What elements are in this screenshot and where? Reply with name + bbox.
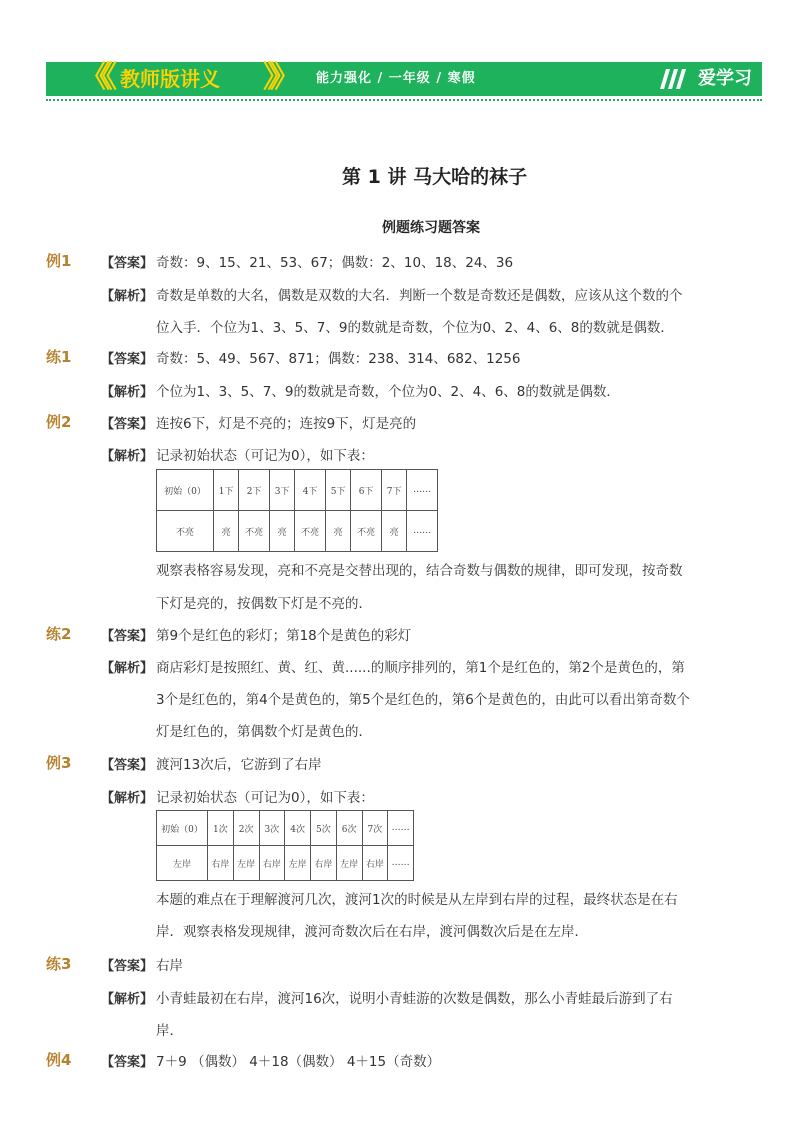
table-cell: 7下	[381, 470, 406, 511]
light-state-table	[156, 469, 438, 552]
table-cell: 6下	[351, 470, 382, 511]
table-cell: 亮	[269, 511, 294, 552]
table-cell: 5次	[311, 811, 337, 846]
table-cell: 亮	[325, 511, 350, 552]
edition-label: 教师版讲义	[120, 67, 220, 91]
divider	[46, 99, 762, 101]
chevron-left-icon: 《《	[80, 60, 109, 95]
course-label: 能力强化 / 一年级 / 寒假	[316, 71, 476, 86]
analysis-line: 位入手．个位为1、3、5、7、9的数就是奇数，个位为0、2、4、6、8的数就是偶数．	[156, 320, 674, 336]
analysis-line: 岸．	[156, 1023, 183, 1039]
table-cell: 左岸	[336, 846, 362, 881]
analysis-line: 3个是红色的，第4个是黄色的，第5个是红色的，第6个是黄色的，由此可以看出第奇数个	[156, 692, 690, 708]
answer-text: 奇数：9、15、21、53、67；偶数：2、10、18、24、36	[156, 255, 514, 271]
table-cell: 左岸	[285, 846, 311, 881]
page-title: 第 1 讲 马大哈的袜子	[342, 166, 528, 188]
analysis-line: 商店彩灯是按照红、黄、红、黄......的顺序排列的，第1个是红色的，第2个是黄色的，第	[156, 660, 685, 676]
analysis-line: 记录初始状态（可记为0），如下表：	[156, 448, 374, 464]
table-cell: 3次	[259, 811, 285, 846]
table-cell: 左岸	[157, 846, 208, 881]
item-label: 练3	[46, 955, 72, 973]
analysis-tag: 【解析】	[101, 992, 154, 1007]
table-cell: ……	[388, 811, 414, 846]
brand-name: 爱学习	[698, 68, 752, 89]
table-cell: 亮	[214, 511, 239, 552]
brand-logo-icon	[658, 67, 692, 91]
item-label: 例1	[46, 252, 72, 270]
answer-text: 7＋9 （偶数） 4＋18（偶数） 4＋15（奇数）	[156, 1054, 441, 1070]
analysis-line: 灯是红色的，第偶数个灯是黄色的．	[156, 724, 372, 740]
table-cell: 右岸	[311, 846, 337, 881]
analysis-line: 观察表格容易发现，亮和不亮是交替出现的，结合奇数与偶数的规律，即可发现，按奇数	[156, 563, 683, 579]
table-cell: 2次	[233, 811, 259, 846]
analysis-tag: 【解析】	[101, 385, 154, 400]
brand	[658, 62, 752, 96]
answer-text: 右岸	[156, 958, 183, 974]
table-cell: 1下	[214, 470, 239, 511]
table-cell: 7次	[362, 811, 388, 846]
answer-text: 渡河13次后，它游到了右岸	[156, 757, 322, 773]
item-label: 练2	[46, 625, 72, 643]
table-cell: 2下	[239, 470, 270, 511]
analysis-line: 记录初始状态（可记为0），如下表：	[156, 790, 374, 806]
table-cell: 4下	[295, 470, 326, 511]
table-cell: 右岸	[208, 846, 234, 881]
table-cell: 5下	[325, 470, 350, 511]
table-cell: 不亮	[157, 511, 214, 552]
table-cell: 右岸	[362, 846, 388, 881]
table-cell: 1次	[208, 811, 234, 846]
river-crossing-table	[156, 810, 414, 881]
table-cell: 4次	[285, 811, 311, 846]
chevron-right-icon: 》》	[263, 60, 292, 95]
answer-tag: 【答案】	[101, 629, 154, 644]
answer-tag: 【答案】	[101, 417, 154, 432]
table-cell: 右岸	[259, 846, 285, 881]
table-cell: ……	[388, 846, 414, 881]
table-cell: 不亮	[239, 511, 270, 552]
analysis-tag: 【解析】	[101, 289, 154, 304]
analysis-line: 奇数是单数的大名，偶数是双数的大名．判断一个数是奇数还是偶数，应该从这个数的个	[156, 288, 683, 304]
item-label: 例4	[46, 1051, 72, 1069]
section-subtitle: 例题练习题答案	[382, 220, 480, 236]
table-cell: 3下	[269, 470, 294, 511]
item-label: 例2	[46, 413, 72, 431]
table-cell: 左岸	[233, 846, 259, 881]
analysis-line: 下灯是亮的，按偶数下灯是不亮的．	[156, 596, 372, 612]
table-cell: 初始（0）	[157, 811, 208, 846]
analysis-tag: 【解析】	[101, 791, 154, 806]
analysis-line: 小青蛙最初在右岸，渡河16次，说明小青蛙游的次数是偶数，那么小青蛙最后游到了右	[156, 991, 673, 1007]
answer-tag: 【答案】	[101, 352, 154, 367]
item-label: 例3	[46, 754, 72, 772]
analysis-tag: 【解析】	[101, 661, 154, 676]
answer-tag: 【答案】	[101, 1055, 154, 1070]
table-cell: ……	[407, 470, 438, 511]
header-banner	[46, 62, 762, 96]
analysis-line: 岸．观察表格发现规律，渡河奇数次后在右岸，渡河偶数次后是在左岸．	[156, 924, 588, 940]
table-cell: 不亮	[351, 511, 382, 552]
answer-tag: 【答案】	[101, 959, 154, 974]
table-cell: 不亮	[295, 511, 326, 552]
answer-tag: 【答案】	[101, 758, 154, 773]
table-cell: 初始（0）	[157, 470, 214, 511]
analysis-line: 本题的难点在于理解渡河几次，渡河1次的时候是从左岸到右岸的过程，最终状态是在右	[156, 892, 678, 908]
table-cell: 6次	[336, 811, 362, 846]
answer-text: 奇数：5、49、567、871；偶数：238、314、682、1256	[156, 351, 521, 367]
answer-text: 连按6下，灯是不亮的；连按9下，灯是亮的	[156, 416, 417, 432]
answer-tag: 【答案】	[101, 256, 154, 271]
analysis-tag: 【解析】	[101, 449, 154, 464]
table-cell: ……	[407, 511, 438, 552]
table-cell: 亮	[381, 511, 406, 552]
answer-text: 第9个是红色的彩灯；第18个是黄色的彩灯	[156, 628, 412, 644]
item-label: 练1	[46, 348, 72, 366]
analysis-line: 个位为1、3、5、7、9的数就是奇数，个位为0、2、4、6、8的数就是偶数．	[156, 384, 620, 400]
